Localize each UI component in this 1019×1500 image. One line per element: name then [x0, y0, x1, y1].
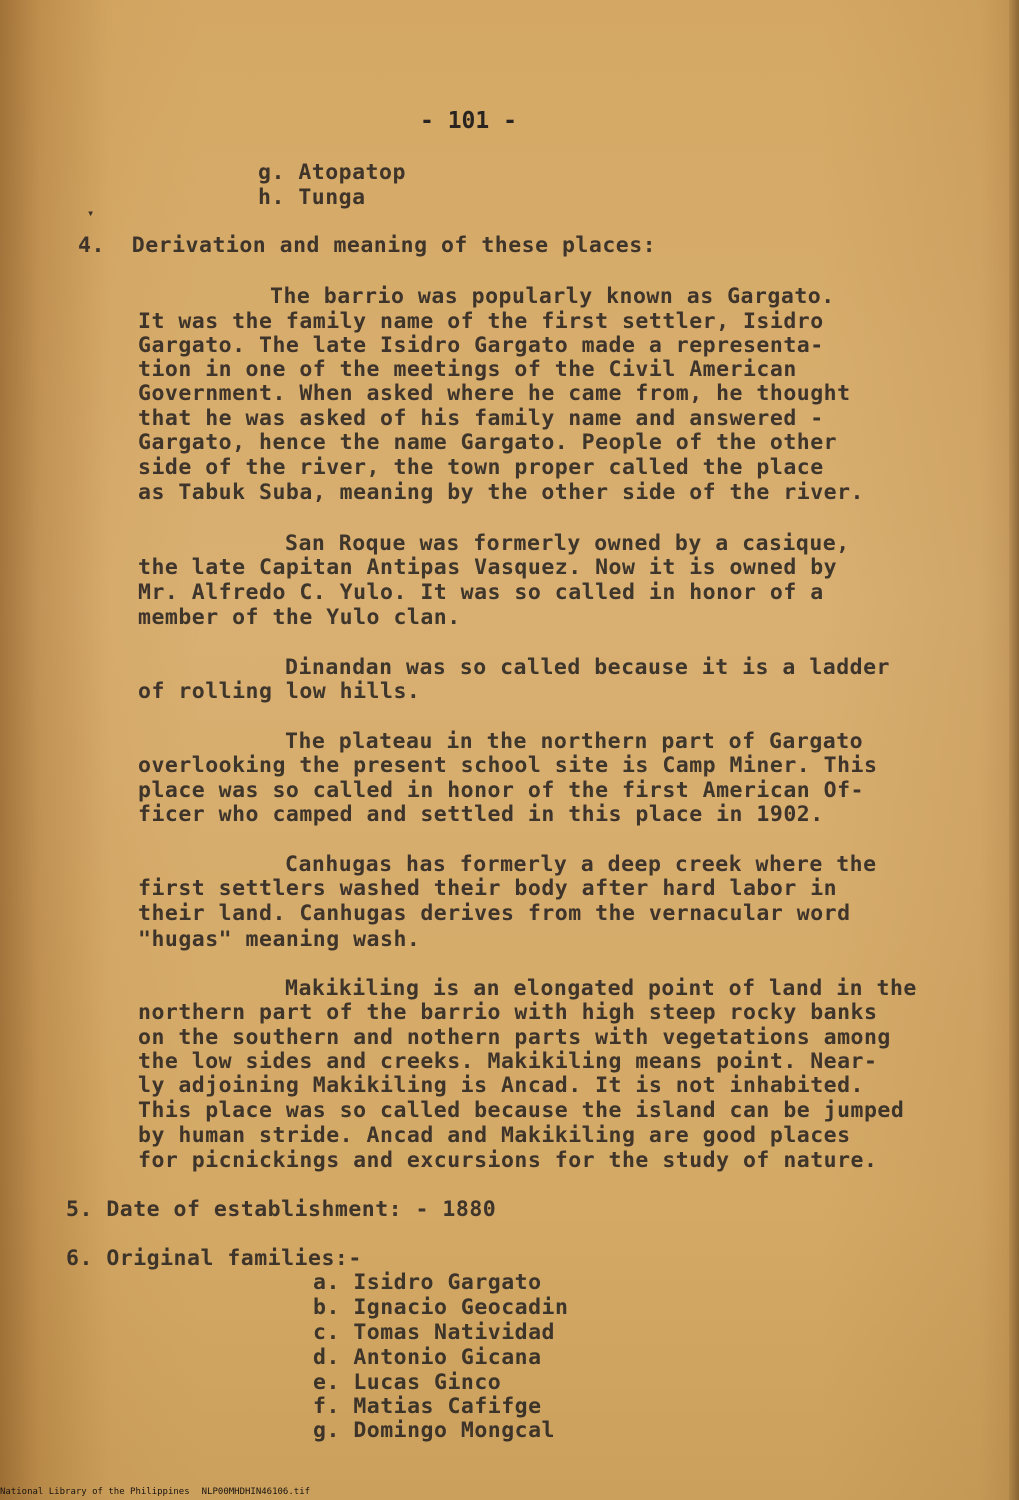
paragraph-line: for picnickings and excursions for the study of nature. — [138, 1148, 878, 1173]
family-item: b. Ignacio Geocadin — [313, 1295, 569, 1320]
paragraph-line: Government. When asked where he came from, he thought — [138, 381, 851, 406]
family-item: d. Antonio Gicana — [313, 1345, 542, 1370]
paragraph-line: on the southern and nothern parts with vegetations among — [138, 1025, 891, 1050]
paragraph-line: tion in one of the meetings of the Civil American — [138, 357, 797, 382]
paragraph-line: side of the river, the town proper called the place — [138, 455, 824, 480]
paragraph-line: This place was so called because the island can be jumped — [138, 1098, 905, 1123]
paragraph-line: of rolling low hills. — [138, 679, 421, 704]
section-5-heading: 5. Date of establishment: - 1880 — [66, 1197, 497, 1222]
family-item: e. Lucas Ginco — [313, 1370, 502, 1395]
paragraph-line: that he was asked of his family name and answered - — [138, 406, 824, 431]
paragraph-line: "hugas" meaning wash. — [138, 927, 421, 952]
footer-file: NLP00MHDHIN46106.tif — [201, 1487, 311, 1497]
page-edge-shadow — [1009, 0, 1019, 1500]
paragraph-line: Gargato, hence the name Gargato. People of the other — [138, 430, 838, 455]
paragraph-line: Canhugas has formerly a deep creek where the — [285, 852, 877, 877]
family-item: c. Tomas Natividad — [313, 1320, 555, 1345]
paragraph-line: The plateau in the northern part of Gargato — [285, 729, 864, 754]
list-item: h. Tunga — [258, 185, 366, 210]
paragraph-line: Makikiling is an elongated point of land in the — [285, 976, 917, 1001]
paragraph-line: their land. Canhugas derives from the vernacular word — [138, 901, 851, 926]
paragraph-line: place was so called in honor of the first American Of- — [138, 778, 864, 803]
paragraph-line: Gargato. The late Isidro Gargato made a representa- — [138, 333, 824, 358]
paragraph-line: Mr. Alfredo C. Yulo. It was so called in honor of a — [138, 580, 824, 605]
paragraph-line: overlooking the present school site is Camp Miner. This — [138, 753, 878, 778]
paragraph-line: Dinandan was so called because it is a ladder — [285, 655, 890, 680]
paragraph-line: the late Capitan Antipas Vasquez. Now it is owned by — [138, 555, 838, 580]
paragraph-line: member of the Yulo clan. — [138, 605, 461, 630]
family-item: f. Matias Cafifge — [313, 1394, 542, 1419]
paragraph-line: ficer who camped and settled in this place in 1902. — [138, 802, 824, 827]
section-6-heading: 6. Original families:- — [66, 1246, 362, 1271]
paragraph-line: the low sides and creeks. Makikiling means point. Near- — [138, 1049, 878, 1074]
footer-library: National Library of the Philippines — [0, 1487, 190, 1497]
paragraph-line: first settlers washed their body after hard labor in — [138, 876, 838, 901]
paragraph-line: It was the family name of the first settler, Isidro — [138, 309, 824, 334]
section-4-heading: 4. Derivation and meaning of these places: — [78, 233, 657, 258]
scan-footer — [0, 1486, 322, 1498]
page-number: - 101 - — [420, 108, 517, 134]
paragraph-line: northern part of the barrio with high steep rocky banks — [138, 1000, 878, 1025]
paragraph-line: San Roque was formerly owned by a casique, — [285, 531, 850, 556]
family-item: a. Isidro Gargato — [313, 1270, 542, 1295]
family-item: g. Domingo Mongcal — [313, 1418, 555, 1443]
paragraph-line: ly adjoining Makikiling is Ancad. It is not inhabited. — [138, 1073, 864, 1098]
paragraph-line: The barrio was popularly known as Gargato. — [270, 284, 835, 309]
paragraph-line: as Tabuk Suba, meaning by the other side of the river. — [138, 480, 864, 505]
paragraph-line: by human stride. Ancad and Makikiling are good places — [138, 1123, 851, 1148]
list-item: g. Atopatop — [258, 160, 406, 185]
margin-mark-icon: ▾ — [87, 206, 95, 220]
